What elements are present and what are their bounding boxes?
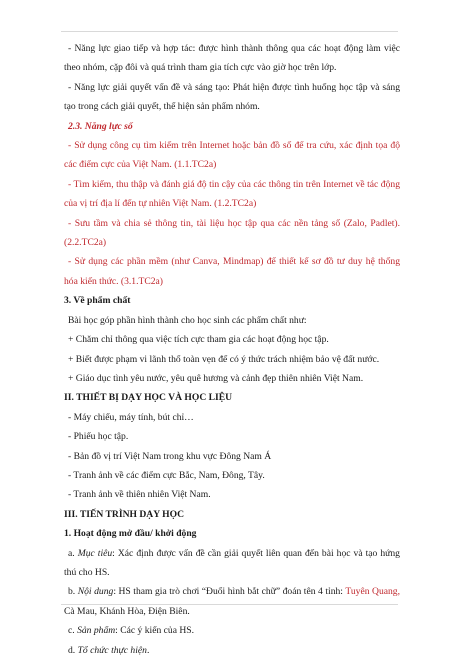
- heading-digital-competence: 2.3. Năng lực số: [68, 120, 133, 132]
- heading-equipment: II. THIẾT BỊ DẠY HỌC VÀ HỌC LIỆU: [64, 392, 233, 404]
- content-text-before: : HS tham gia trò chơi “Đuổi hình bắt chữ” đoán tên 4 tỉnh:: [113, 586, 346, 598]
- paragraph-digital-1: - Sử dụng công cụ tìm kiếm trên Internet hoặc bản đồ số để tra cứu, xác định tọa độ các điểm cực của Việt Nam. (1.1.TC2a): [64, 140, 400, 171]
- paragraph-digital-4: - Sử dụng các phần mềm (như Canva, Mindmap) để thiết kế sơ đồ tư duy hệ thống hóa kiến thức. (3.1.TC2a): [64, 256, 400, 287]
- list-item-worksheet: - Phiếu học tập.: [68, 431, 129, 443]
- content-red-province: Tuyên Quang,: [345, 586, 401, 598]
- document-body: [64, 39, 400, 660]
- objective-prefix: a.: [68, 547, 78, 559]
- heading-qualities: 3. Về phẩm chất: [64, 295, 131, 307]
- product-text: : Các ý kiến của HS.: [115, 625, 195, 637]
- heading-teaching-process: III. TIẾN TRÌNH DẠY HỌC: [64, 508, 185, 520]
- implementation-label: Tổ chức thực hiện: [77, 644, 147, 656]
- content-prefix: b.: [68, 586, 78, 598]
- objective-text: : Xác định được vấn đề cần giải quyết liên quan đến bài học và tạo hứng thú cho HS.: [64, 547, 400, 578]
- paragraph-digital-2: - Tìm kiếm, thu thập và đánh giá độ tin cậy của các thông tin trên Internet về tác động của vị trí địa lí đến tự nhiên Việt Nam. (1.2.TC2a): [64, 178, 400, 210]
- product-prefix: c.: [68, 625, 78, 637]
- paragraph-content: [64, 582, 400, 621]
- list-item-projector: - Máy chiếu, máy tính, bút chỉ…: [68, 411, 194, 423]
- header-rule: [61, 31, 398, 32]
- list-item-map: - Bản đồ vị trí Việt Nam trong khu vực Đông Nam Á: [68, 450, 272, 462]
- footer-rule: [61, 604, 398, 605]
- paragraph-communication-skill: - Năng lực giao tiếp và hợp tác: được hình thành thông qua các hoạt động làm việc theo nhóm, cặp đôi và quá trình tham gia tích cực vào giờ học trên lớp.: [64, 43, 400, 74]
- paragraph-implementation: [64, 641, 400, 660]
- paragraph-quality-patriotism: + Giáo dục tình yêu nước, yêu quê hương và cảnh đẹp thiên nhiên Việt Nam.: [68, 372, 364, 384]
- paragraph-digital-3: - Sưu tầm và chia sẻ thông tin, tài liệu học tập qua các nền tảng số (Zalo, Padlet). (2.2.TC2a): [64, 217, 400, 249]
- paragraph-product: [64, 621, 400, 640]
- paragraph-objective: [64, 544, 400, 583]
- content-text-after: Cà Mau, Khánh Hòa, Điện Biên.: [64, 605, 190, 617]
- list-item-nature-pictures: - Tranh ảnh về thiên nhiên Việt Nam.: [68, 489, 211, 501]
- content-label: Nội dung: [77, 586, 114, 598]
- paragraph-qualities-intro: Bài học góp phần hình thành cho học sinh các phẩm chất như:: [68, 314, 307, 326]
- implementation-prefix: d.: [68, 644, 78, 656]
- paragraph-quality-territory: + Biết được phạm vi lãnh thổ toàn vẹn để có ý thức trách nhiệm bảo vệ đất nước.: [68, 353, 380, 365]
- heading-warmup-activity: 1. Hoạt động mở đầu/ khởi động: [64, 528, 197, 540]
- paragraph-problem-solving-skill: - Năng lực giải quyết vấn đề và sáng tạo: Phát hiện được tình huống học tập và sáng tạo trong cách giải quyết, thể hiện sản phẩm nhóm.: [64, 81, 400, 113]
- product-label: Sản phẩm: [77, 625, 116, 637]
- implementation-text: .: [146, 644, 150, 656]
- paragraph-quality-diligence: + Chăm chỉ thông qua việc tích cực tham gia các hoạt động học tập.: [68, 334, 329, 346]
- objective-label: Mục tiêu: [77, 547, 113, 559]
- list-item-extreme-points-pictures: - Tranh ảnh về các điểm cực Bắc, Nam, Đông, Tây.: [68, 469, 265, 481]
